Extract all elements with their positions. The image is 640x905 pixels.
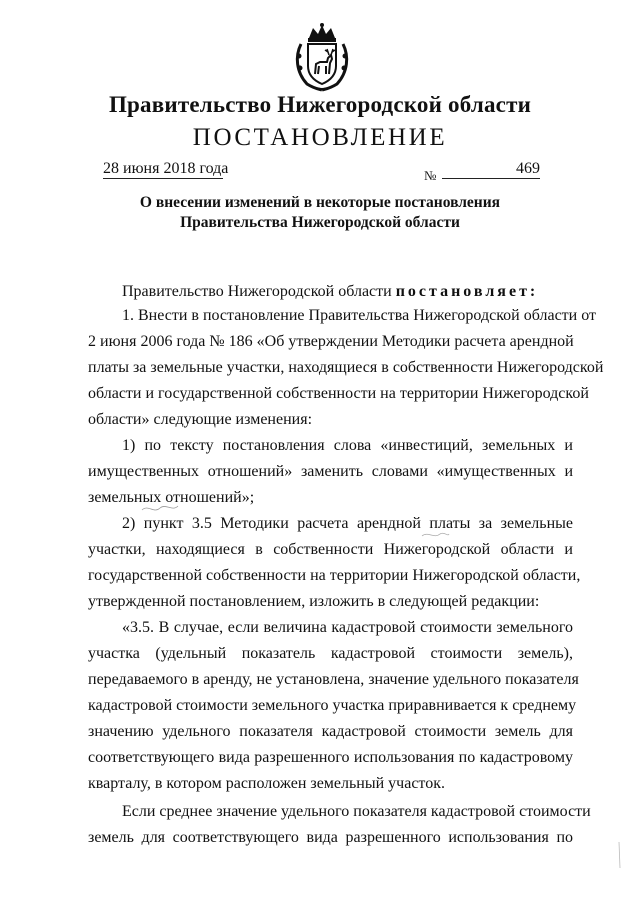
text-line: соответствующего вида разрешенного использования по кадастровому: [88, 749, 573, 766]
preamble-text: Правительство Нижегородской области: [122, 283, 396, 300]
text-line: 1. Внести в постановление Правительства Нижегородской области от: [122, 307, 596, 324]
document-type: ПОСТАНОВЛЕНИЕ: [192, 124, 448, 151]
text-line: участки, находящиеся в собственности Нижегородской области и: [88, 541, 573, 558]
document-date: 28 июня 2018 года: [103, 160, 229, 177]
text-line: участка (удельный показатель кадастровой стоимости земель),: [88, 645, 573, 662]
text-line: имущественных отношений» заменить словами «имущественных и: [88, 463, 573, 480]
text-line: передаваемого в аренду, не установлена, значение удельного показателя: [88, 671, 579, 688]
text-line: государственной собственности на территории Нижегородской области,: [88, 567, 581, 584]
subject-line: Правительства Нижегородской области: [180, 214, 460, 231]
number-label: №: [424, 168, 437, 183]
text-line: области и государственной собственности на территории Нижегородской: [88, 385, 589, 402]
scan-mark: [614, 840, 624, 870]
preamble: [122, 282, 538, 302]
document-number: 469: [442, 160, 540, 179]
text-line: платы за земельные участки, находящиеся в собственности Нижегородской: [88, 359, 604, 376]
government-title: Правительство Нижегородской области: [108, 92, 532, 117]
text-line: кварталу, в котором расположен земельный участок.: [88, 775, 445, 792]
text-line: значению удельного показателя кадастровой стоимости земель для: [88, 723, 573, 740]
subject-line: О внесении изменений в некоторые постановления: [139, 194, 501, 211]
text-line: утвержденной постановлением, изложить в следующей редакции:: [88, 593, 540, 610]
text-line: «3.5. В случае, если величина кадастровой стоимости земельного: [122, 619, 573, 636]
text-line: 2) пункт 3.5 Методики расчета арендной платы за земельные: [122, 515, 573, 532]
text-line: земельных отношений»;: [88, 489, 255, 506]
text-line: кадастровой стоимости земельного участка приравнивается к среднему: [88, 697, 577, 714]
text-line: Если среднее значение удельного показателя кадастровой стоимости: [122, 803, 591, 820]
text-line: 2 июня 2006 года № 186 «Об утверждении Методики расчета арендной: [88, 333, 574, 350]
text-line: области» следующие изменения:: [88, 411, 313, 428]
text-line: 1) по тексту постановления слова «инвестиций, земельных и: [122, 437, 573, 454]
document-subject: [0, 193, 640, 233]
coat-of-arms-icon: [293, 22, 351, 92]
text-line: земель для соответствующего вида разрешенного использования по: [88, 829, 573, 846]
preamble-keyword: постановляет:: [395, 283, 539, 300]
